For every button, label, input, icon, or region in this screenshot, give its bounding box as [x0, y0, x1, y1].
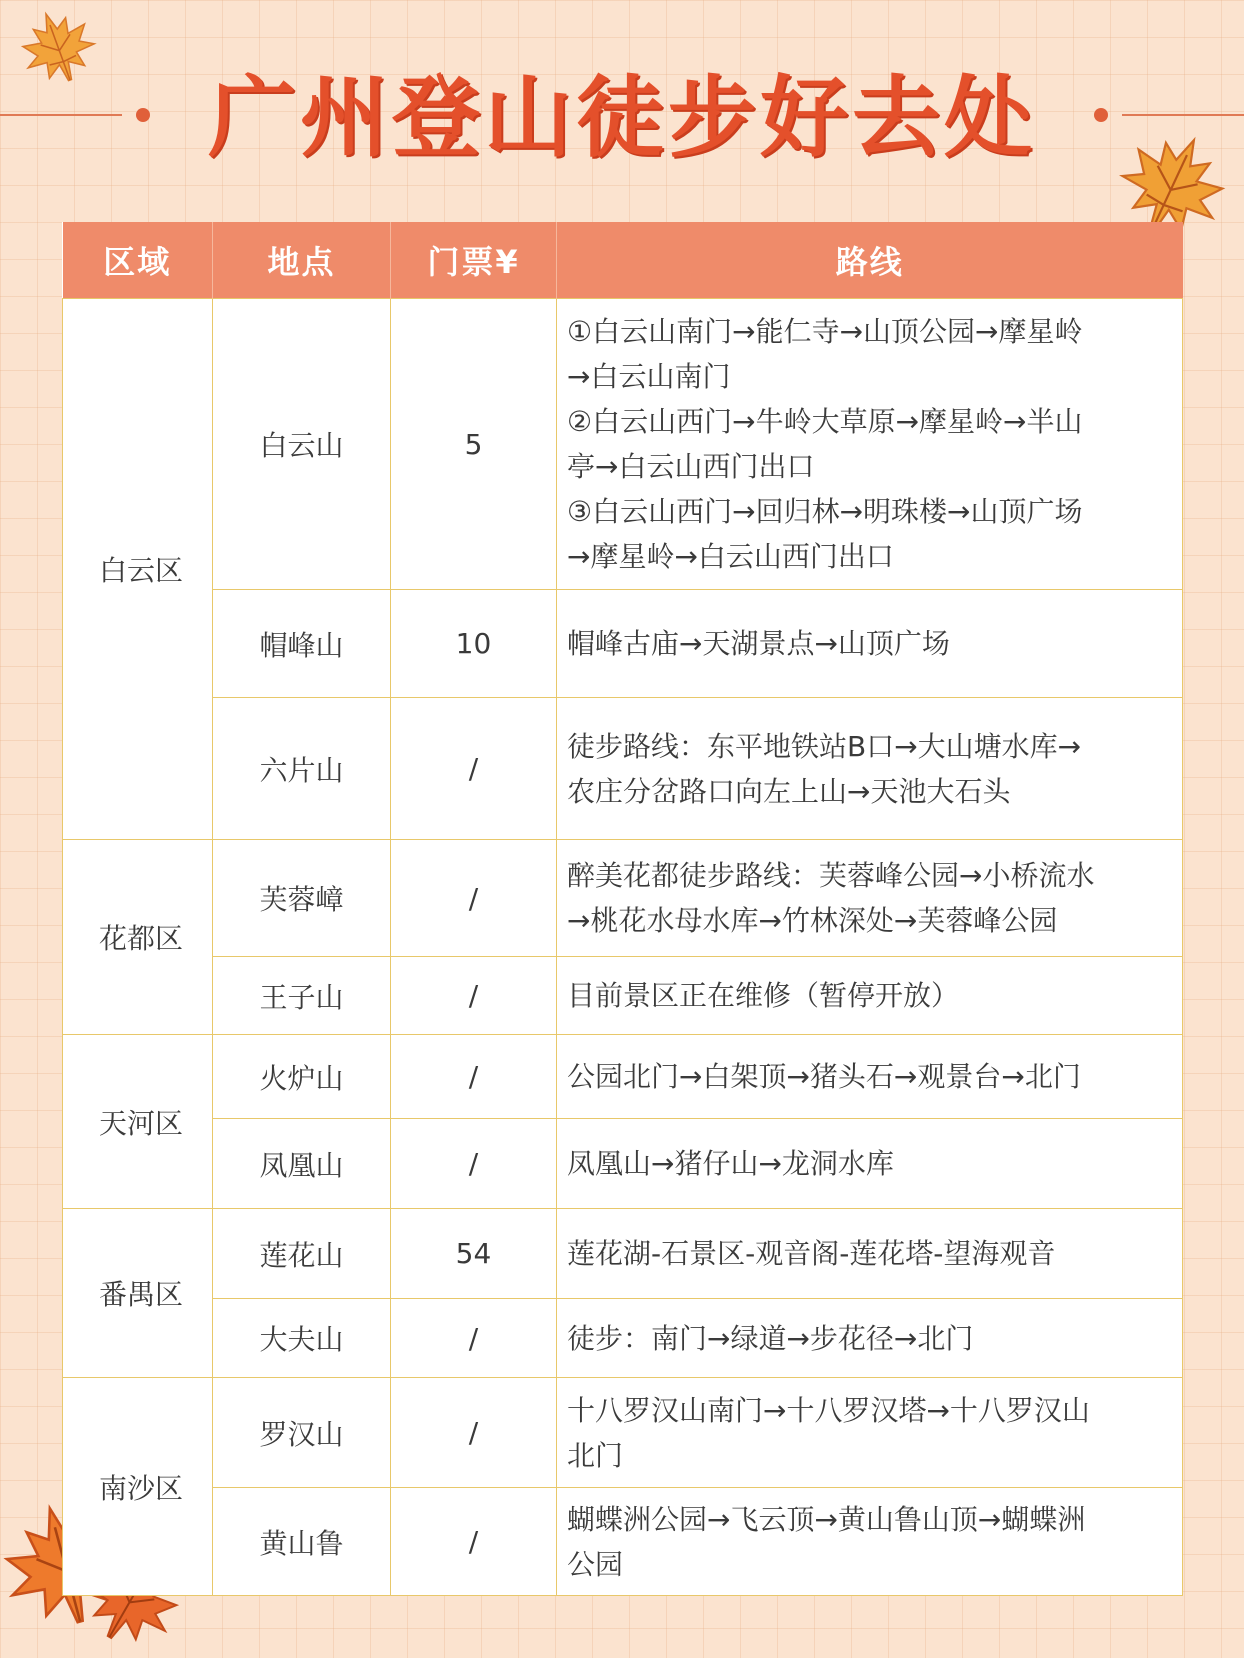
route-line: 蝴蝶洲公园→飞云顶→黄山鲁山顶→蝴蝶洲: [567, 1502, 1086, 1536]
ticket-cell: 5: [391, 299, 557, 590]
table-row: [63, 1378, 1183, 1488]
route-line: ①白云山南门→能仁寺→山顶公园→摩星岭: [567, 315, 1083, 348]
region-cell: 天河区: [63, 1035, 213, 1209]
table-row: [63, 1035, 1183, 1119]
route-line: ③白云山西门→回归林→明珠楼→山顶广场: [567, 495, 1083, 528]
title-dot-right: [1094, 108, 1108, 122]
place-cell: 大夫山: [213, 1299, 391, 1378]
table-header-row: [63, 222, 1183, 299]
place-cell: 莲花山: [213, 1209, 391, 1299]
route-line: 北门: [567, 1438, 624, 1472]
ticket-cell: /: [391, 1378, 557, 1488]
ticket-cell: /: [391, 1488, 557, 1596]
route-cell: [557, 1209, 1183, 1299]
route-line: 亭→白云山西门出口: [567, 450, 815, 483]
table-row: [63, 1209, 1183, 1299]
table-row: [63, 840, 1183, 957]
place-cell: 芙蓉嶂: [213, 840, 391, 957]
table-row: [63, 1488, 1183, 1596]
header-route: 路线: [557, 222, 1183, 299]
route-line: 公园: [567, 1547, 624, 1581]
route-line: →白云山南门: [567, 360, 731, 393]
route-cell: [557, 1035, 1183, 1119]
table-row: [63, 957, 1183, 1035]
ticket-cell: 54: [391, 1209, 557, 1299]
ticket-cell: /: [391, 698, 557, 840]
region-cell: 南沙区: [63, 1378, 213, 1596]
route-line: 徒步路线：东平地铁站B口→大山塘水库→: [567, 729, 1082, 763]
route-cell: [557, 1378, 1183, 1488]
place-cell: 帽峰山: [213, 590, 391, 698]
header-place: 地点: [213, 222, 391, 299]
route-line: 凤凰山→猪仔山→龙洞水库: [567, 1147, 894, 1180]
title-banner: [0, 48, 1244, 188]
hiking-table: [62, 222, 1183, 1596]
place-cell: 火炉山: [213, 1035, 391, 1119]
header-region: 区域: [63, 222, 213, 299]
title-divider-left: [0, 114, 122, 116]
table-row: [63, 1299, 1183, 1378]
route-line: 莲花湖-石景区-观音阁-莲花塔-望海观音: [567, 1237, 1056, 1270]
route-cell: [557, 590, 1183, 698]
route-line: 醉美花都徒步路线：芙蓉峰公园→小桥流水: [567, 859, 1095, 892]
place-cell: 白云山: [213, 299, 391, 590]
place-cell: 凤凰山: [213, 1119, 391, 1209]
route-cell: [557, 1299, 1183, 1378]
place-cell: 王子山: [213, 957, 391, 1035]
place-cell: 罗汉山: [213, 1378, 391, 1488]
table-row: [63, 698, 1183, 840]
route-cell: [557, 1119, 1183, 1209]
header-ticket: 门票¥: [391, 222, 557, 299]
ticket-cell: /: [391, 1299, 557, 1378]
ticket-cell: /: [391, 1035, 557, 1119]
table-row: [63, 299, 1183, 590]
region-cell: 花都区: [63, 840, 213, 1035]
route-line: 公园北门→白架顶→猪头石→观景台→北门: [567, 1060, 1081, 1093]
ticket-cell: /: [391, 840, 557, 957]
table-row: [63, 1119, 1183, 1209]
title-divider-right: [1122, 114, 1244, 116]
ticket-cell: 10: [391, 590, 557, 698]
route-cell: [557, 299, 1183, 590]
place-cell: 黄山鲁: [213, 1488, 391, 1596]
table-row: [63, 590, 1183, 698]
route-cell: [557, 840, 1183, 957]
title-dot-left: [136, 108, 150, 122]
route-line: →桃花水母水库→竹林深处→芙蓉峰公园: [567, 904, 1058, 937]
ticket-cell: /: [391, 1119, 557, 1209]
route-line: 帽峰古庙→天湖景点→山顶广场: [567, 627, 950, 660]
route-line: 农庄分岔路口向左上山→天池大石头: [567, 774, 1011, 808]
region-cell: 番禺区: [63, 1209, 213, 1378]
region-cell: 白云区: [63, 299, 213, 840]
route-line: ②白云山西门→牛岭大草原→摩星岭→半山: [567, 405, 1083, 438]
route-line: 徒步：南门→绿道→步花径→北门: [567, 1321, 974, 1355]
route-cell: [557, 698, 1183, 840]
route-cell: [557, 957, 1183, 1035]
page-title: 广州登山徒步好去处: [207, 66, 1036, 169]
route-line: →摩星岭→白云山西门出口: [567, 540, 894, 573]
route-line: 目前景区正在维修（暂停开放）: [567, 979, 960, 1012]
route-cell: [557, 1488, 1183, 1596]
place-cell: 六片山: [213, 698, 391, 840]
route-line: 十八罗汉山南门→十八罗汉塔→十八罗汉山: [567, 1393, 1090, 1427]
ticket-cell: /: [391, 957, 557, 1035]
